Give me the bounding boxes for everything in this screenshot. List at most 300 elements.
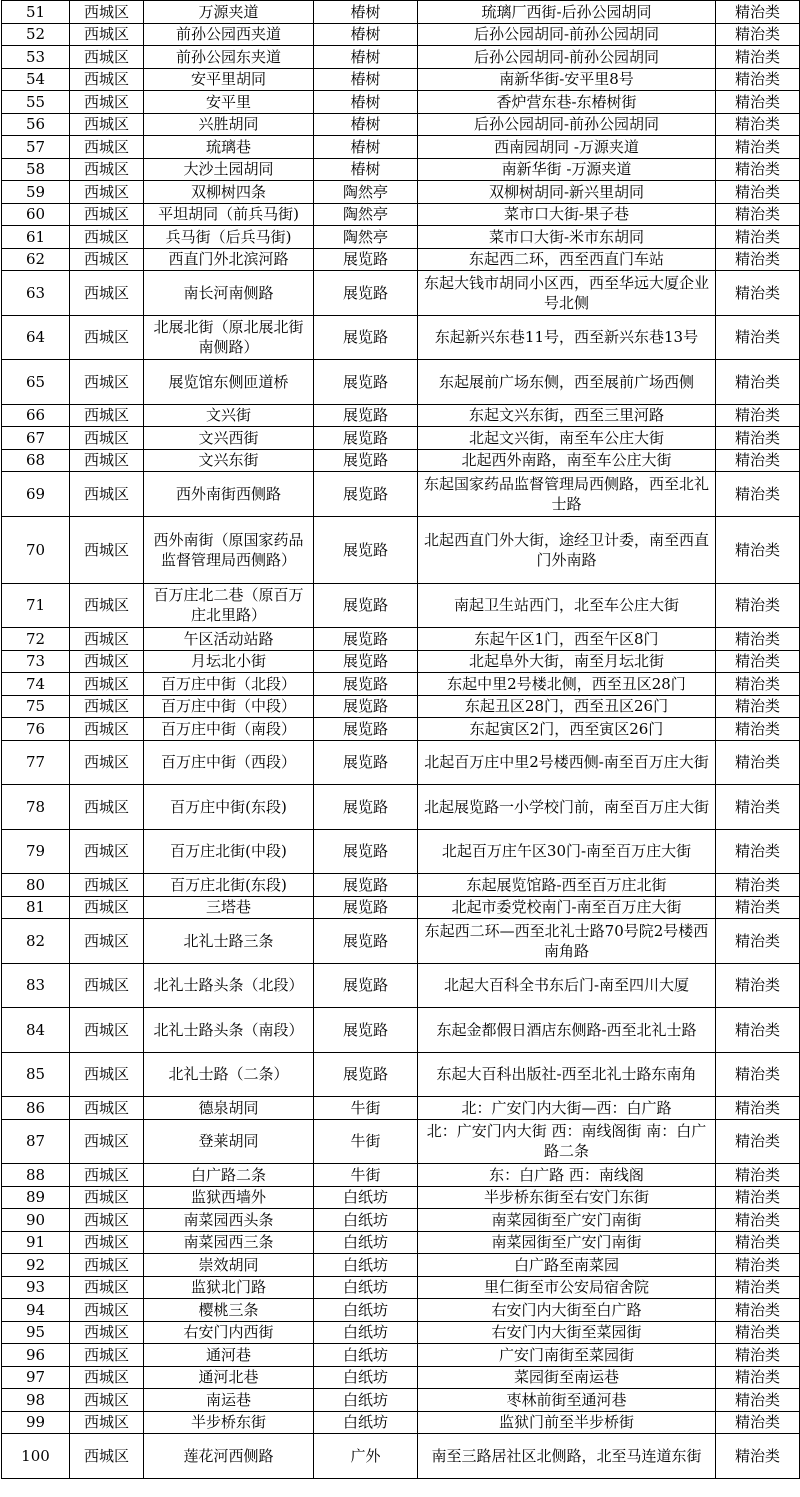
road-range-cell: 东起丑区28门，西至丑区26门 [418, 695, 716, 718]
subdistrict-cell: 展览路 [314, 829, 418, 874]
road-range-cell: 东起西二环，西至西直门车站 [418, 248, 716, 271]
table-row [2, 158, 800, 181]
district-cell: 西城区 [70, 472, 144, 517]
road-name-cell: 展览馆东侧匝道桥 [144, 360, 314, 405]
table-row [2, 1186, 800, 1209]
road-name-cell: 北展北街（原北展北街南侧路） [144, 315, 314, 360]
subdistrict-cell: 牛街 [314, 1164, 418, 1187]
district-cell: 西城区 [70, 896, 144, 919]
category-cell: 精治类 [716, 315, 800, 360]
row-number: 84 [2, 1008, 70, 1053]
row-number: 95 [2, 1321, 70, 1344]
district-cell: 西城区 [70, 628, 144, 651]
table-row [2, 449, 800, 472]
district-cell: 西城区 [70, 695, 144, 718]
table-row [2, 248, 800, 271]
subdistrict-cell: 白纸坊 [314, 1411, 418, 1434]
row-number: 100 [2, 1434, 70, 1479]
category-cell: 精治类 [716, 1119, 800, 1164]
category-cell: 精治类 [716, 1164, 800, 1187]
row-number: 66 [2, 404, 70, 427]
row-number: 72 [2, 628, 70, 651]
row-number: 57 [2, 136, 70, 159]
district-cell: 西城区 [70, 963, 144, 1008]
subdistrict-cell: 展览路 [314, 695, 418, 718]
table-row [2, 68, 800, 91]
subdistrict-cell: 牛街 [314, 1119, 418, 1164]
district-cell: 西城区 [70, 1097, 144, 1120]
category-cell: 精治类 [716, 1276, 800, 1299]
subdistrict-cell: 陶然亭 [314, 226, 418, 249]
road-range-cell: 枣林前街至通河巷 [418, 1389, 716, 1412]
table-row [2, 46, 800, 69]
table-row [2, 1321, 800, 1344]
subdistrict-cell: 椿树 [314, 113, 418, 136]
category-cell: 精治类 [716, 181, 800, 204]
subdistrict-cell: 椿树 [314, 91, 418, 114]
district-cell: 西城区 [70, 427, 144, 450]
road-name-cell: 白广路二条 [144, 1164, 314, 1187]
table-row [2, 1389, 800, 1412]
table-row [2, 427, 800, 450]
table-row [2, 1097, 800, 1120]
road-name-cell: 前孙公园西夹道 [144, 23, 314, 46]
district-cell: 西城区 [70, 158, 144, 181]
row-number: 51 [2, 1, 70, 24]
road-name-cell: 西外南街（原国家药品监督管理局西侧路） [144, 516, 314, 583]
row-number: 77 [2, 740, 70, 785]
road-range-cell: 北：广安门内大街—西：白广路 [418, 1097, 716, 1120]
row-number: 55 [2, 91, 70, 114]
road-name-cell: 监狱北门路 [144, 1276, 314, 1299]
table-row [2, 271, 800, 316]
road-range-cell: 半步桥东街至右安门东街 [418, 1186, 716, 1209]
table-row [2, 1052, 800, 1097]
table-row [2, 315, 800, 360]
row-number: 90 [2, 1209, 70, 1232]
category-cell: 精治类 [716, 673, 800, 696]
category-cell: 精治类 [716, 23, 800, 46]
subdistrict-cell: 展览路 [314, 427, 418, 450]
subdistrict-cell: 展览路 [314, 248, 418, 271]
district-cell: 西城区 [70, 1, 144, 24]
district-cell: 西城区 [70, 1389, 144, 1412]
road-range-cell: 南新华街 -万源夹道 [418, 158, 716, 181]
road-name-cell: 百万庄北二巷（原百万庄北里路） [144, 583, 314, 628]
road-name-cell: 通河北巷 [144, 1366, 314, 1389]
road-range-cell: 东起大钱市胡同小区西，西至华远大厦企业号北侧 [418, 271, 716, 316]
row-number: 79 [2, 829, 70, 874]
road-range-cell: 东：白广路 西：南线阁 [418, 1164, 716, 1187]
road-range-cell: 北起大百科全书东后门-南至四川大厦 [418, 963, 716, 1008]
table-row [2, 650, 800, 673]
road-name-cell: 百万庄中街（中段） [144, 695, 314, 718]
road-range-cell: 东起展前广场东侧，西至展前广场西侧 [418, 360, 716, 405]
category-cell: 精治类 [716, 158, 800, 181]
category-cell: 精治类 [716, 203, 800, 226]
road-name-cell: 兴胜胡同 [144, 113, 314, 136]
table-row [2, 181, 800, 204]
road-range-cell: 南新华街-安平里8号 [418, 68, 716, 91]
row-number: 92 [2, 1254, 70, 1277]
table-row [2, 1299, 800, 1322]
subdistrict-cell: 展览路 [314, 740, 418, 785]
subdistrict-cell: 展览路 [314, 718, 418, 741]
district-cell: 西城区 [70, 449, 144, 472]
district-cell: 西城区 [70, 68, 144, 91]
road-range-cell: 南至三路居社区北侧路，北至马连道东街 [418, 1434, 716, 1479]
road-name-cell: 北礼士路头条（南段） [144, 1008, 314, 1053]
table-row [2, 1209, 800, 1232]
row-number: 59 [2, 181, 70, 204]
subdistrict-cell: 展览路 [314, 360, 418, 405]
road-name-cell: 右安门内西街 [144, 1321, 314, 1344]
table-row [2, 1231, 800, 1254]
category-cell: 精治类 [716, 874, 800, 897]
district-cell: 西城区 [70, 46, 144, 69]
road-name-cell: 午区活动站路 [144, 628, 314, 651]
subdistrict-cell: 椿树 [314, 23, 418, 46]
district-cell: 西城区 [70, 1231, 144, 1254]
road-range-cell: 右安门内大街至白广路 [418, 1299, 716, 1322]
road-name-cell: 双柳树四条 [144, 181, 314, 204]
road-name-cell: 三塔巷 [144, 896, 314, 919]
subdistrict-cell: 椿树 [314, 136, 418, 159]
road-name-cell: 半步桥东街 [144, 1411, 314, 1434]
road-range-cell: 东起午区1门，西至午区8门 [418, 628, 716, 651]
district-cell: 西城区 [70, 248, 144, 271]
subdistrict-cell: 白纸坊 [314, 1344, 418, 1367]
category-cell: 精治类 [716, 1321, 800, 1344]
subdistrict-cell: 展览路 [314, 874, 418, 897]
table-row [2, 226, 800, 249]
road-name-cell: 兵马街（后兵马街) [144, 226, 314, 249]
road-name-cell: 万源夹道 [144, 1, 314, 24]
road-range-cell: 北起百万庄午区30门-南至百万庄大街 [418, 829, 716, 874]
row-number: 67 [2, 427, 70, 450]
district-cell: 西城区 [70, 1254, 144, 1277]
row-number: 69 [2, 472, 70, 517]
category-cell: 精治类 [716, 919, 800, 964]
row-number: 91 [2, 1231, 70, 1254]
category-cell: 精治类 [716, 226, 800, 249]
row-number: 94 [2, 1299, 70, 1322]
road-name-cell: 南长河南侧路 [144, 271, 314, 316]
category-cell: 精治类 [716, 1052, 800, 1097]
district-cell: 西城区 [70, 1119, 144, 1164]
category-cell: 精治类 [716, 829, 800, 874]
road-name-cell: 百万庄北街(东段) [144, 874, 314, 897]
road-name-cell: 百万庄中街（北段） [144, 673, 314, 696]
row-number: 70 [2, 516, 70, 583]
table-row [2, 91, 800, 114]
road-range-cell: 东起国家药品监督管理局西侧路，西至北礼士路 [418, 472, 716, 517]
table-row [2, 516, 800, 583]
road-name-cell: 文兴街 [144, 404, 314, 427]
subdistrict-cell: 展览路 [314, 628, 418, 651]
table-row [2, 1276, 800, 1299]
table-row [2, 695, 800, 718]
road-range-cell: 东起文兴东街，西至三里河路 [418, 404, 716, 427]
subdistrict-cell: 展览路 [314, 271, 418, 316]
road-range-cell: 北起文兴街，南至车公庄大街 [418, 427, 716, 450]
row-number: 89 [2, 1186, 70, 1209]
row-number: 99 [2, 1411, 70, 1434]
road-range-cell: 东起金都假日酒店东侧路-西至北礼士路 [418, 1008, 716, 1053]
road-name-cell: 崇效胡同 [144, 1254, 314, 1277]
district-cell: 西城区 [70, 1164, 144, 1187]
subdistrict-cell: 展览路 [314, 919, 418, 964]
district-cell: 西城区 [70, 1276, 144, 1299]
district-cell: 西城区 [70, 404, 144, 427]
category-cell: 精治类 [716, 1411, 800, 1434]
subdistrict-cell: 白纸坊 [314, 1231, 418, 1254]
table-body [2, 1, 800, 1479]
road-range-cell: 后孙公园胡同-前孙公园胡同 [418, 23, 716, 46]
road-range-cell: 北起阜外大街，南至月坛北街 [418, 650, 716, 673]
row-number: 87 [2, 1119, 70, 1164]
table-row [2, 583, 800, 628]
road-range-cell: 后孙公园胡同-前孙公园胡同 [418, 113, 716, 136]
table-row [2, 472, 800, 517]
table-row [2, 628, 800, 651]
district-cell: 西城区 [70, 1434, 144, 1479]
district-cell: 西城区 [70, 315, 144, 360]
road-range-cell: 后孙公园胡同-前孙公园胡同 [418, 46, 716, 69]
district-cell: 西城区 [70, 1052, 144, 1097]
category-cell: 精治类 [716, 1254, 800, 1277]
row-number: 63 [2, 271, 70, 316]
road-range-cell: 东起大百科出版社-西至北礼士路东南角 [418, 1052, 716, 1097]
road-name-cell: 大沙土园胡同 [144, 158, 314, 181]
subdistrict-cell: 椿树 [314, 1, 418, 24]
road-range-cell: 南菜园街至广安门南街 [418, 1209, 716, 1232]
row-number: 61 [2, 226, 70, 249]
district-cell: 西城区 [70, 23, 144, 46]
table-row [2, 1119, 800, 1164]
row-number: 97 [2, 1366, 70, 1389]
table-row [2, 1366, 800, 1389]
table-row [2, 1411, 800, 1434]
district-cell: 西城区 [70, 1366, 144, 1389]
table-row [2, 360, 800, 405]
table-row [2, 1008, 800, 1053]
district-cell: 西城区 [70, 1186, 144, 1209]
row-number: 82 [2, 919, 70, 964]
subdistrict-cell: 展览路 [314, 1052, 418, 1097]
category-cell: 精治类 [716, 1, 800, 24]
road-name-cell: 监狱西墙外 [144, 1186, 314, 1209]
category-cell: 精治类 [716, 963, 800, 1008]
subdistrict-cell: 展览路 [314, 449, 418, 472]
district-cell: 西城区 [70, 136, 144, 159]
category-cell: 精治类 [716, 427, 800, 450]
table-row [2, 1434, 800, 1479]
road-range-cell: 东起西二环—西至北礼士路70号院2号楼西南角路 [418, 919, 716, 964]
category-cell: 精治类 [716, 718, 800, 741]
table-row [2, 203, 800, 226]
road-range-cell: 东起新兴东巷11号，西至新兴东巷13号 [418, 315, 716, 360]
district-cell: 西城区 [70, 919, 144, 964]
table-row [2, 1344, 800, 1367]
category-cell: 精治类 [716, 1209, 800, 1232]
road-range-cell: 东起寅区2门，西至寅区26门 [418, 718, 716, 741]
road-range-cell: 东起中里2号楼北侧，西至丑区28门 [418, 673, 716, 696]
category-cell: 精治类 [716, 1344, 800, 1367]
road-name-cell: 文兴西街 [144, 427, 314, 450]
subdistrict-cell: 展览路 [314, 315, 418, 360]
category-cell: 精治类 [716, 1097, 800, 1120]
district-cell: 西城区 [70, 874, 144, 897]
district-cell: 西城区 [70, 516, 144, 583]
row-number: 88 [2, 1164, 70, 1187]
category-cell: 精治类 [716, 113, 800, 136]
road-range-cell: 香炉营东巷-东椿树街 [418, 91, 716, 114]
road-range-cell: 北起西外南路，南至车公庄大街 [418, 449, 716, 472]
road-name-cell: 德泉胡同 [144, 1097, 314, 1120]
road-name-cell: 百万庄中街(东段) [144, 785, 314, 830]
category-cell: 精治类 [716, 360, 800, 405]
road-range-cell: 北起展览路一小学校门前，南至百万庄大街 [418, 785, 716, 830]
road-range-cell: 监狱门前至半步桥街 [418, 1411, 716, 1434]
table-row [2, 919, 800, 964]
category-cell: 精治类 [716, 136, 800, 159]
category-cell: 精治类 [716, 46, 800, 69]
category-cell: 精治类 [716, 1008, 800, 1053]
road-range-cell: 里仁街至市公安局宿舍院 [418, 1276, 716, 1299]
subdistrict-cell: 白纸坊 [314, 1276, 418, 1299]
road-range-cell: 双柳树胡同-新兴里胡同 [418, 181, 716, 204]
district-cell: 西城区 [70, 785, 144, 830]
row-number: 64 [2, 315, 70, 360]
road-name-cell: 西外南街西侧路 [144, 472, 314, 517]
table-row [2, 136, 800, 159]
row-number: 85 [2, 1052, 70, 1097]
category-cell: 精治类 [716, 449, 800, 472]
district-cell: 西城区 [70, 360, 144, 405]
table-row [2, 896, 800, 919]
row-number: 56 [2, 113, 70, 136]
road-name-cell: 安平里胡同 [144, 68, 314, 91]
district-cell: 西城区 [70, 1299, 144, 1322]
subdistrict-cell: 广外 [314, 1434, 418, 1479]
subdistrict-cell: 白纸坊 [314, 1299, 418, 1322]
table-row [2, 829, 800, 874]
road-name-cell: 百万庄中街（南段） [144, 718, 314, 741]
district-cell: 西城区 [70, 1321, 144, 1344]
district-cell: 西城区 [70, 583, 144, 628]
subdistrict-cell: 展览路 [314, 963, 418, 1008]
subdistrict-cell: 牛街 [314, 1097, 418, 1120]
road-range-cell: 琉璃厂西街-后孙公园胡同 [418, 1, 716, 24]
row-number: 54 [2, 68, 70, 91]
category-cell: 精治类 [716, 740, 800, 785]
row-number: 76 [2, 718, 70, 741]
district-cell: 西城区 [70, 203, 144, 226]
category-cell: 精治类 [716, 628, 800, 651]
road-range-cell: 右安门内大街至菜园街 [418, 1321, 716, 1344]
subdistrict-cell: 白纸坊 [314, 1321, 418, 1344]
row-number: 74 [2, 673, 70, 696]
category-cell: 精治类 [716, 472, 800, 517]
table-row [2, 718, 800, 741]
road-name-cell: 百万庄中街（西段） [144, 740, 314, 785]
road-name-cell: 樱桃三条 [144, 1299, 314, 1322]
subdistrict-cell: 椿树 [314, 158, 418, 181]
subdistrict-cell: 展览路 [314, 1008, 418, 1053]
table-row [2, 113, 800, 136]
road-name-cell: 北礼士路头条（北段） [144, 963, 314, 1008]
district-cell: 西城区 [70, 226, 144, 249]
category-cell: 精治类 [716, 695, 800, 718]
category-cell: 精治类 [716, 583, 800, 628]
district-cell: 西城区 [70, 1209, 144, 1232]
road-name-cell: 通河巷 [144, 1344, 314, 1367]
road-range-cell: 南菜园街至广安门南街 [418, 1231, 716, 1254]
subdistrict-cell: 展览路 [314, 404, 418, 427]
subdistrict-cell: 椿树 [314, 68, 418, 91]
table-row [2, 1164, 800, 1187]
category-cell: 精治类 [716, 271, 800, 316]
district-cell: 西城区 [70, 113, 144, 136]
table-row [2, 1, 800, 24]
row-number: 73 [2, 650, 70, 673]
row-number: 96 [2, 1344, 70, 1367]
district-cell: 西城区 [70, 718, 144, 741]
subdistrict-cell: 白纸坊 [314, 1209, 418, 1232]
subdistrict-cell: 陶然亭 [314, 203, 418, 226]
district-cell: 西城区 [70, 829, 144, 874]
road-name-cell: 北礼士路三条 [144, 919, 314, 964]
table-row [2, 23, 800, 46]
road-table [1, 0, 800, 1479]
road-range-cell: 菜市口大街-米市东胡同 [418, 226, 716, 249]
row-number: 78 [2, 785, 70, 830]
road-name-cell: 北礼士路（二条） [144, 1052, 314, 1097]
row-number: 52 [2, 23, 70, 46]
district-cell: 西城区 [70, 181, 144, 204]
row-number: 60 [2, 203, 70, 226]
road-range-cell: 南起卫生站西门，北至车公庄大街 [418, 583, 716, 628]
row-number: 81 [2, 896, 70, 919]
subdistrict-cell: 展览路 [314, 516, 418, 583]
subdistrict-cell: 展览路 [314, 673, 418, 696]
subdistrict-cell: 白纸坊 [314, 1389, 418, 1412]
row-number: 75 [2, 695, 70, 718]
table-row [2, 404, 800, 427]
subdistrict-cell: 展览路 [314, 785, 418, 830]
category-cell: 精治类 [716, 91, 800, 114]
row-number: 53 [2, 46, 70, 69]
road-range-cell: 菜市口大街-果子巷 [418, 203, 716, 226]
road-range-cell: 北起西直门外大街，途经卫计委，南至西直门外南路 [418, 516, 716, 583]
district-cell: 西城区 [70, 673, 144, 696]
category-cell: 精治类 [716, 650, 800, 673]
district-cell: 西城区 [70, 650, 144, 673]
road-name-cell: 登莱胡同 [144, 1119, 314, 1164]
road-name-cell: 百万庄北街(中段) [144, 829, 314, 874]
category-cell: 精治类 [716, 516, 800, 583]
road-name-cell: 前孙公园东夹道 [144, 46, 314, 69]
row-number: 86 [2, 1097, 70, 1120]
road-range-cell: 广安门南街至菜园街 [418, 1344, 716, 1367]
table-row [2, 740, 800, 785]
category-cell: 精治类 [716, 1366, 800, 1389]
road-name-cell: 平坦胡同（前兵马街) [144, 203, 314, 226]
subdistrict-cell: 陶然亭 [314, 181, 418, 204]
row-number: 71 [2, 583, 70, 628]
road-name-cell: 文兴东街 [144, 449, 314, 472]
